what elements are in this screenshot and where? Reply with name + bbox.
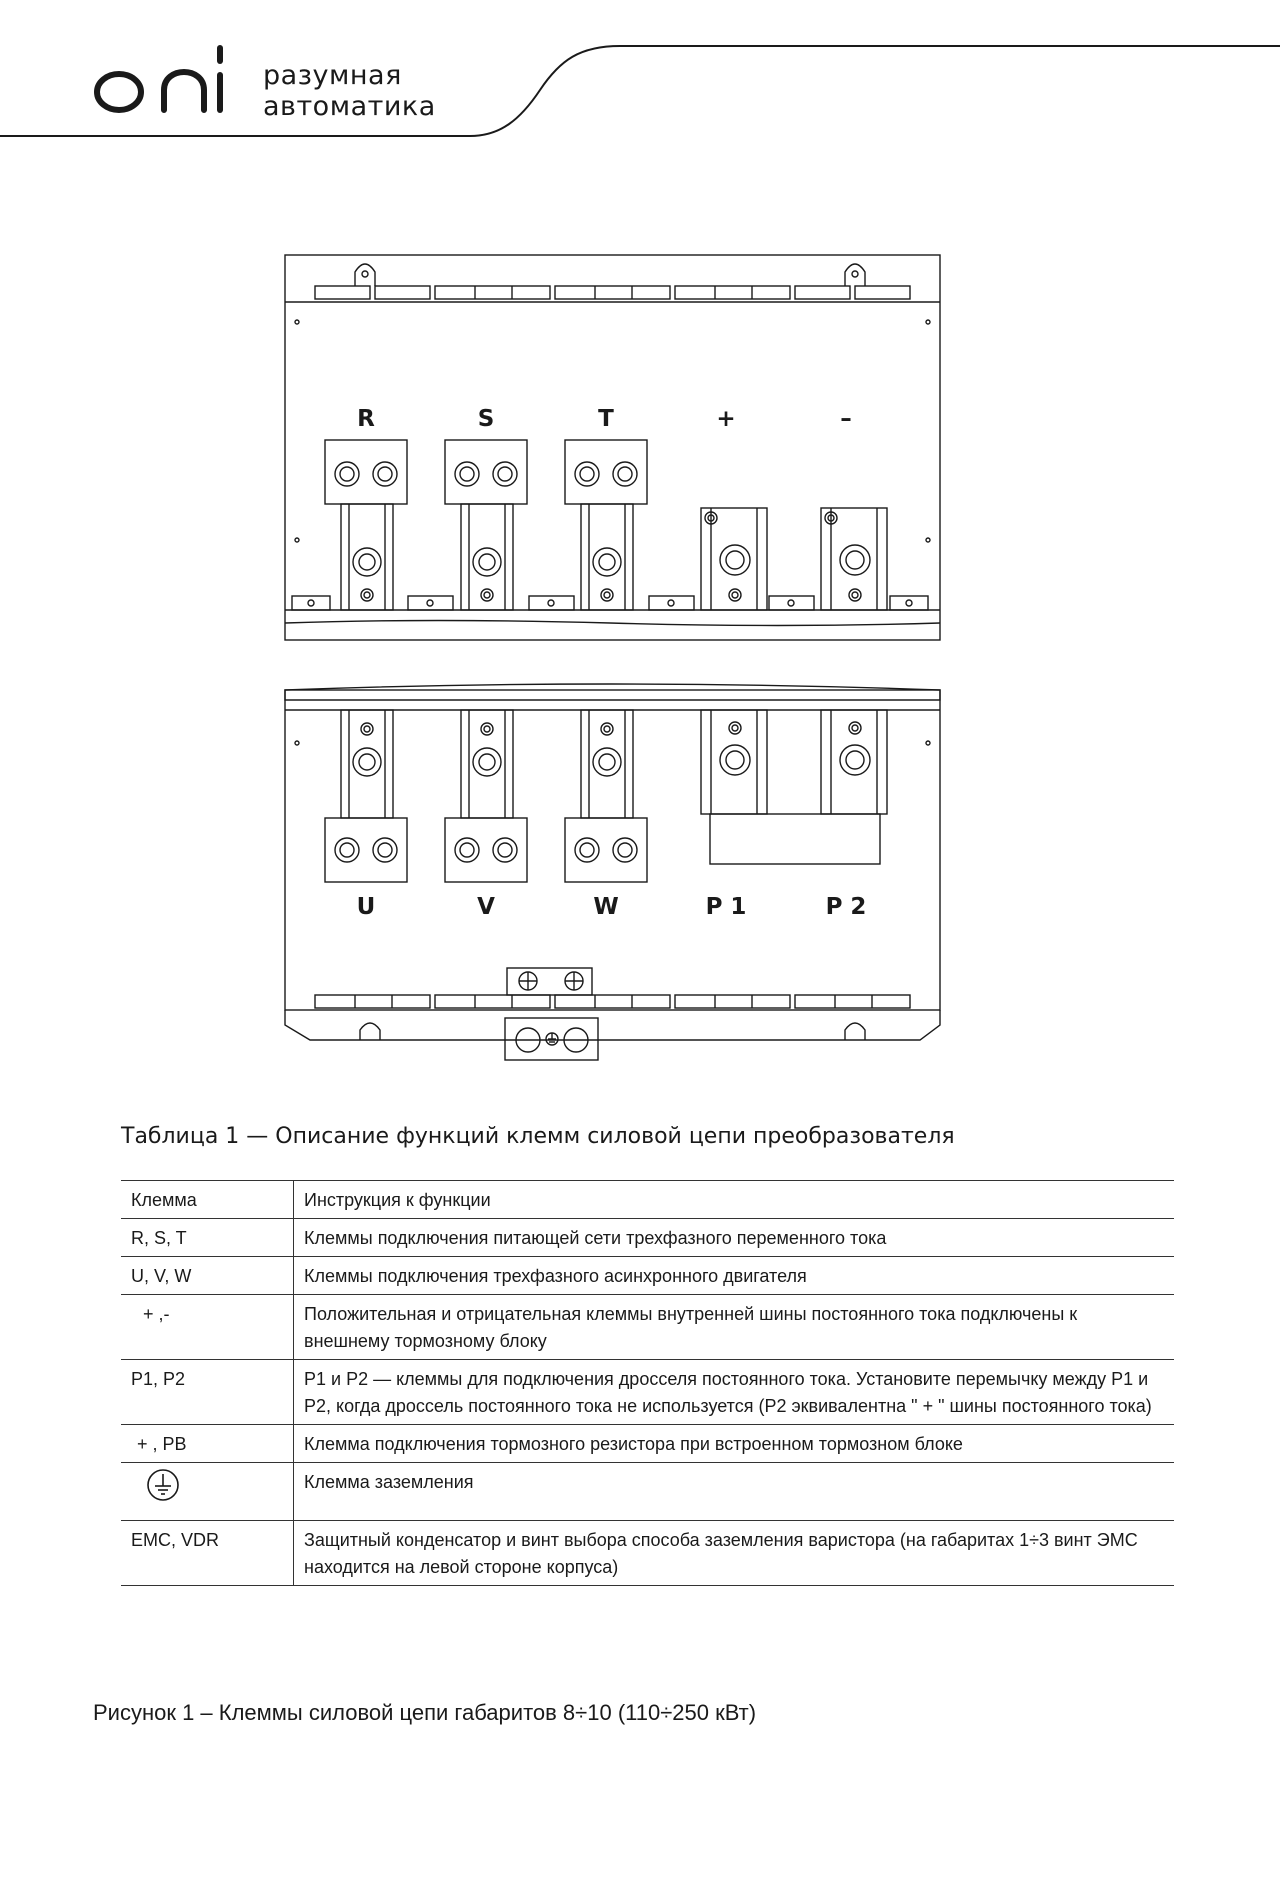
terminal-label-bottom: P 2 <box>825 894 867 920</box>
terminal-label-top: – <box>840 406 852 432</box>
tagline-line2: автоматика <box>263 91 436 122</box>
row-terminal: EMC, VDR <box>121 1521 294 1586</box>
table-row <box>121 1425 1174 1463</box>
terminal-label-top: R <box>357 406 375 432</box>
terminal-label-top: T <box>598 406 614 432</box>
ground-icon <box>145 1467 181 1503</box>
table-row <box>121 1257 1174 1295</box>
row-function: P1 и P2 — клеммы для подключения дросселя постоянного тока. Установите перемычку между P1 и P2, когда дроссель постоянного тока не используется (P2 эквивалентна " + " шины постоянного тока) <box>294 1360 1175 1425</box>
terminal-lug-top <box>701 508 767 610</box>
terminal-label-top: + <box>716 406 736 432</box>
diagram-svg <box>280 250 950 1065</box>
terminal-label-bottom: U <box>356 894 376 920</box>
row-function: Клемма заземления <box>294 1463 1175 1521</box>
row-function: Клемма подключения тормозного резистора при встроенном тормозном блоке <box>294 1425 1175 1463</box>
terminal-label-bottom: P 1 <box>705 894 747 920</box>
figure-caption: Рисунок 1 – Клеммы силовой цепи габаритов 8÷10 (110÷250 кВт) <box>93 1700 757 1725</box>
header-terminal: Клемма <box>121 1181 294 1219</box>
terminal-lug-bottom <box>821 710 887 814</box>
header-function: Инструкция к функции <box>294 1181 1175 1219</box>
table-header-row <box>121 1181 1174 1219</box>
terminal-label-bottom: W <box>593 894 619 920</box>
row-function: Клеммы подключения питающей сети трехфазного переменного тока <box>294 1219 1175 1257</box>
terminal-lug-bottom <box>701 710 767 814</box>
table-row <box>121 1521 1174 1586</box>
table-row <box>121 1463 1174 1521</box>
terminal-lug-bottom <box>445 710 527 882</box>
row-terminal: + , PB <box>121 1425 294 1463</box>
row-function: Защитный конденсатор и винт выбора способа заземления варистора (на габаритах 1÷3 винт ЭМС находится на левой стороне корпуса) <box>294 1521 1175 1586</box>
row-function: Клеммы подключения трехфазного асинхронного двигателя <box>294 1257 1175 1295</box>
terminal-lug-top <box>445 440 527 610</box>
table-caption: Таблица 1 — Описание функций клемм силовой цепи преобразователя <box>121 1124 955 1149</box>
terminal-lug-bottom <box>565 710 647 882</box>
row-function: Положительная и отрицательная клеммы внутренней шины постоянного тока подключены к внешнему тормозному блоку <box>294 1295 1175 1360</box>
power-terminals-diagram <box>280 250 950 1065</box>
terminals-table <box>121 1180 1174 1586</box>
terminal-label-top: S <box>477 406 495 432</box>
table-row <box>121 1219 1174 1257</box>
table-row <box>121 1360 1174 1425</box>
row-terminal: P1, P2 <box>121 1360 294 1425</box>
terminal-lug-bottom <box>325 710 407 882</box>
terminal-lug-top <box>325 440 407 610</box>
tagline-line1: разумная <box>263 60 402 91</box>
row-terminal: U, V, W <box>121 1257 294 1295</box>
page-header <box>0 0 1280 140</box>
header-graphic <box>0 0 1280 140</box>
row-terminal-ground <box>121 1463 294 1521</box>
terminal-lug-top <box>565 440 647 610</box>
terminal-lug-top <box>821 508 887 610</box>
oni-logo-icon <box>97 48 220 110</box>
row-terminal: + ,- <box>121 1295 294 1360</box>
row-terminal: R, S, T <box>121 1219 294 1257</box>
jumper-bar <box>710 814 880 864</box>
table-row <box>121 1295 1174 1360</box>
brand-tagline <box>263 60 436 122</box>
terminal-label-bottom: V <box>477 894 495 920</box>
